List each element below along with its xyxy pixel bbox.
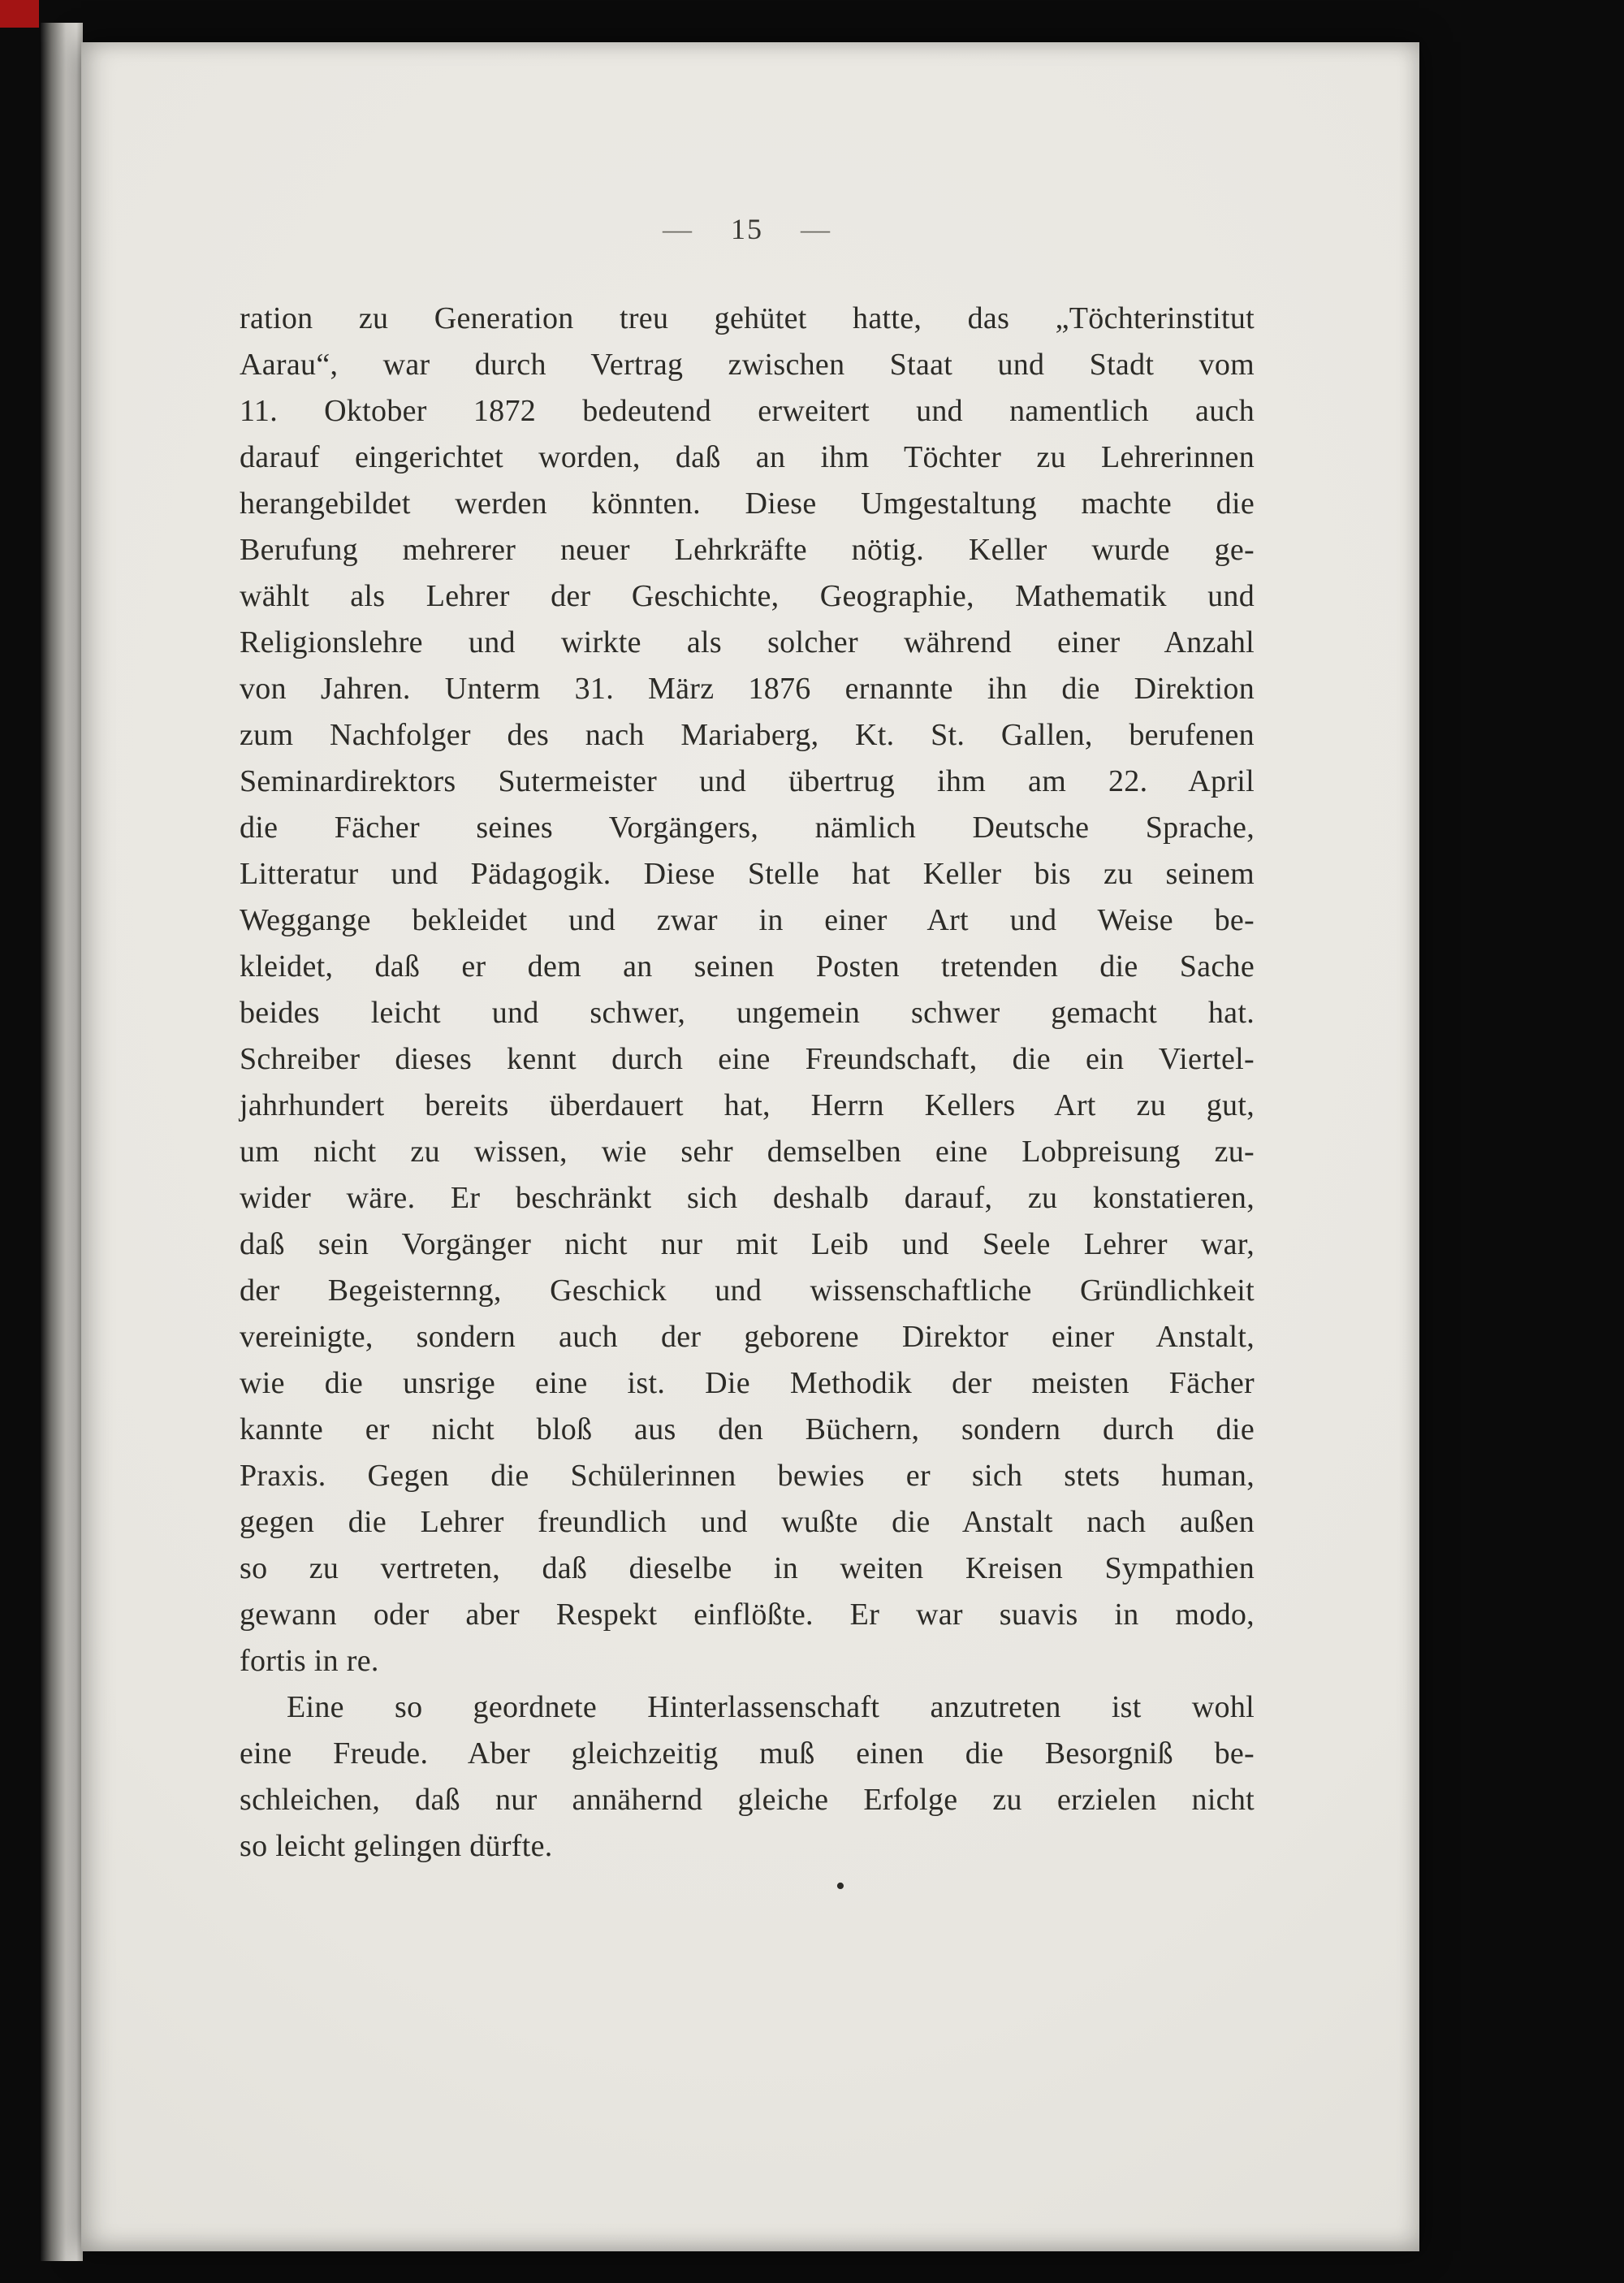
text-line: Litteratur und Pädagogik. Diese Stelle hat Keller bis zu seinem — [240, 857, 1255, 891]
book-page — [81, 42, 1419, 2251]
text-line: um nicht zu wissen, wie sehr demselben eine Lobpreisung zu- — [240, 1135, 1255, 1169]
text-line: gewann oder aber Respekt einflößte. Er war suavis in modo, — [240, 1598, 1255, 1632]
text-line: Seminardirektors Sutermeister und übertrug ihm am 22. April — [240, 764, 1255, 798]
text-line: gegen die Lehrer freundlich und wußte die Anstalt nach außen — [240, 1505, 1255, 1539]
text-line: Schreiber dieses kennt durch eine Freundschaft, die ein Viertel- — [240, 1042, 1255, 1076]
text-line: jahrhundert bereits überdauert hat, Herrn Kellers Art zu gut, — [240, 1088, 1255, 1122]
text-line: eine Freude. Aber gleichzeitig muß einen die Besorgniß be- — [240, 1736, 1255, 1771]
text-line: darauf eingerichtet worden, daß an ihm Töchter zu Lehrerinnen — [240, 440, 1255, 474]
page-number-value: 15 — [731, 213, 763, 245]
red-corner-mark — [0, 0, 39, 28]
text-line: Praxis. Gegen die Schülerinnen bewies er sich stets human, — [240, 1459, 1255, 1493]
page-number-left-dash: — — [663, 213, 693, 245]
text-line: von Jahren. Unterm 31. März 1876 ernannte ihn die Direktion — [240, 672, 1255, 706]
text-block — [240, 296, 1255, 1870]
text-line: Weggange bekleidet und zwar in einer Art und Weise be- — [240, 903, 1255, 937]
text-line: wie die unsrige eine ist. Die Methodik der meisten Fächer — [240, 1366, 1255, 1400]
text-line: der Begeisternng, Geschick und wissenschaftliche Gründlichkeit — [240, 1273, 1255, 1308]
text-line: beides leicht und schwer, ungemein schwer gemacht hat. — [240, 996, 1255, 1030]
text-line: wählt als Lehrer der Geschichte, Geographie, Mathematik und — [240, 579, 1255, 613]
text-line: schleichen, daß nur annähernd gleiche Erfolge zu erzielen nicht — [240, 1783, 1255, 1817]
text-line: Berufung mehrerer neuer Lehrkräfte nötig. Keller wurde ge- — [240, 533, 1255, 567]
text-line: herangebildet werden könnten. Diese Umgestaltung machte die — [240, 486, 1255, 521]
text-line: die Fächer seines Vorgängers, nämlich Deutsche Sprache, — [240, 811, 1255, 845]
text-line: wider wäre. Er beschränkt sich deshalb darauf, zu konstatieren, — [240, 1181, 1255, 1215]
text-line: so zu vertreten, daß dieselbe in weiten Kreisen Sympathien — [240, 1551, 1255, 1585]
text-line: ration zu Generation treu gehütet hatte, das „Töchterinstitut — [240, 301, 1255, 335]
ornament-dot: • — [836, 1871, 845, 1901]
text-line: fortis in re. — [240, 1644, 379, 1678]
text-line: so leicht gelingen dürfte. — [240, 1829, 553, 1863]
text-line: kleidet, daß er dem an seinen Posten tretenden die Sache — [240, 949, 1255, 984]
page-number-right-dash: — — [801, 213, 831, 245]
page-edge-strip — [41, 23, 83, 2261]
text-line: daß sein Vorgänger nicht nur mit Leib und Seele Lehrer war, — [240, 1227, 1255, 1261]
text-line: Aarau“, war durch Vertrag zwischen Staat und Stadt vom — [240, 348, 1255, 382]
text-line: kannte er nicht bloß aus den Büchern, sondern durch die — [240, 1412, 1255, 1446]
page-number — [240, 205, 1255, 253]
text-line: 11. Oktober 1872 bedeutend erweitert und namentlich auch — [240, 394, 1255, 428]
text-line: zum Nachfolger des nach Mariaberg, Kt. St. Gallen, berufenen — [240, 718, 1255, 752]
text-line: vereinigte, sondern auch der geborene Direktor einer Anstalt, — [240, 1320, 1255, 1354]
text-line: Eine so geordnete Hinterlassenschaft anzutreten ist wohl — [287, 1690, 1255, 1724]
text-line: Religionslehre und wirkte als solcher während einer Anzahl — [240, 625, 1255, 659]
